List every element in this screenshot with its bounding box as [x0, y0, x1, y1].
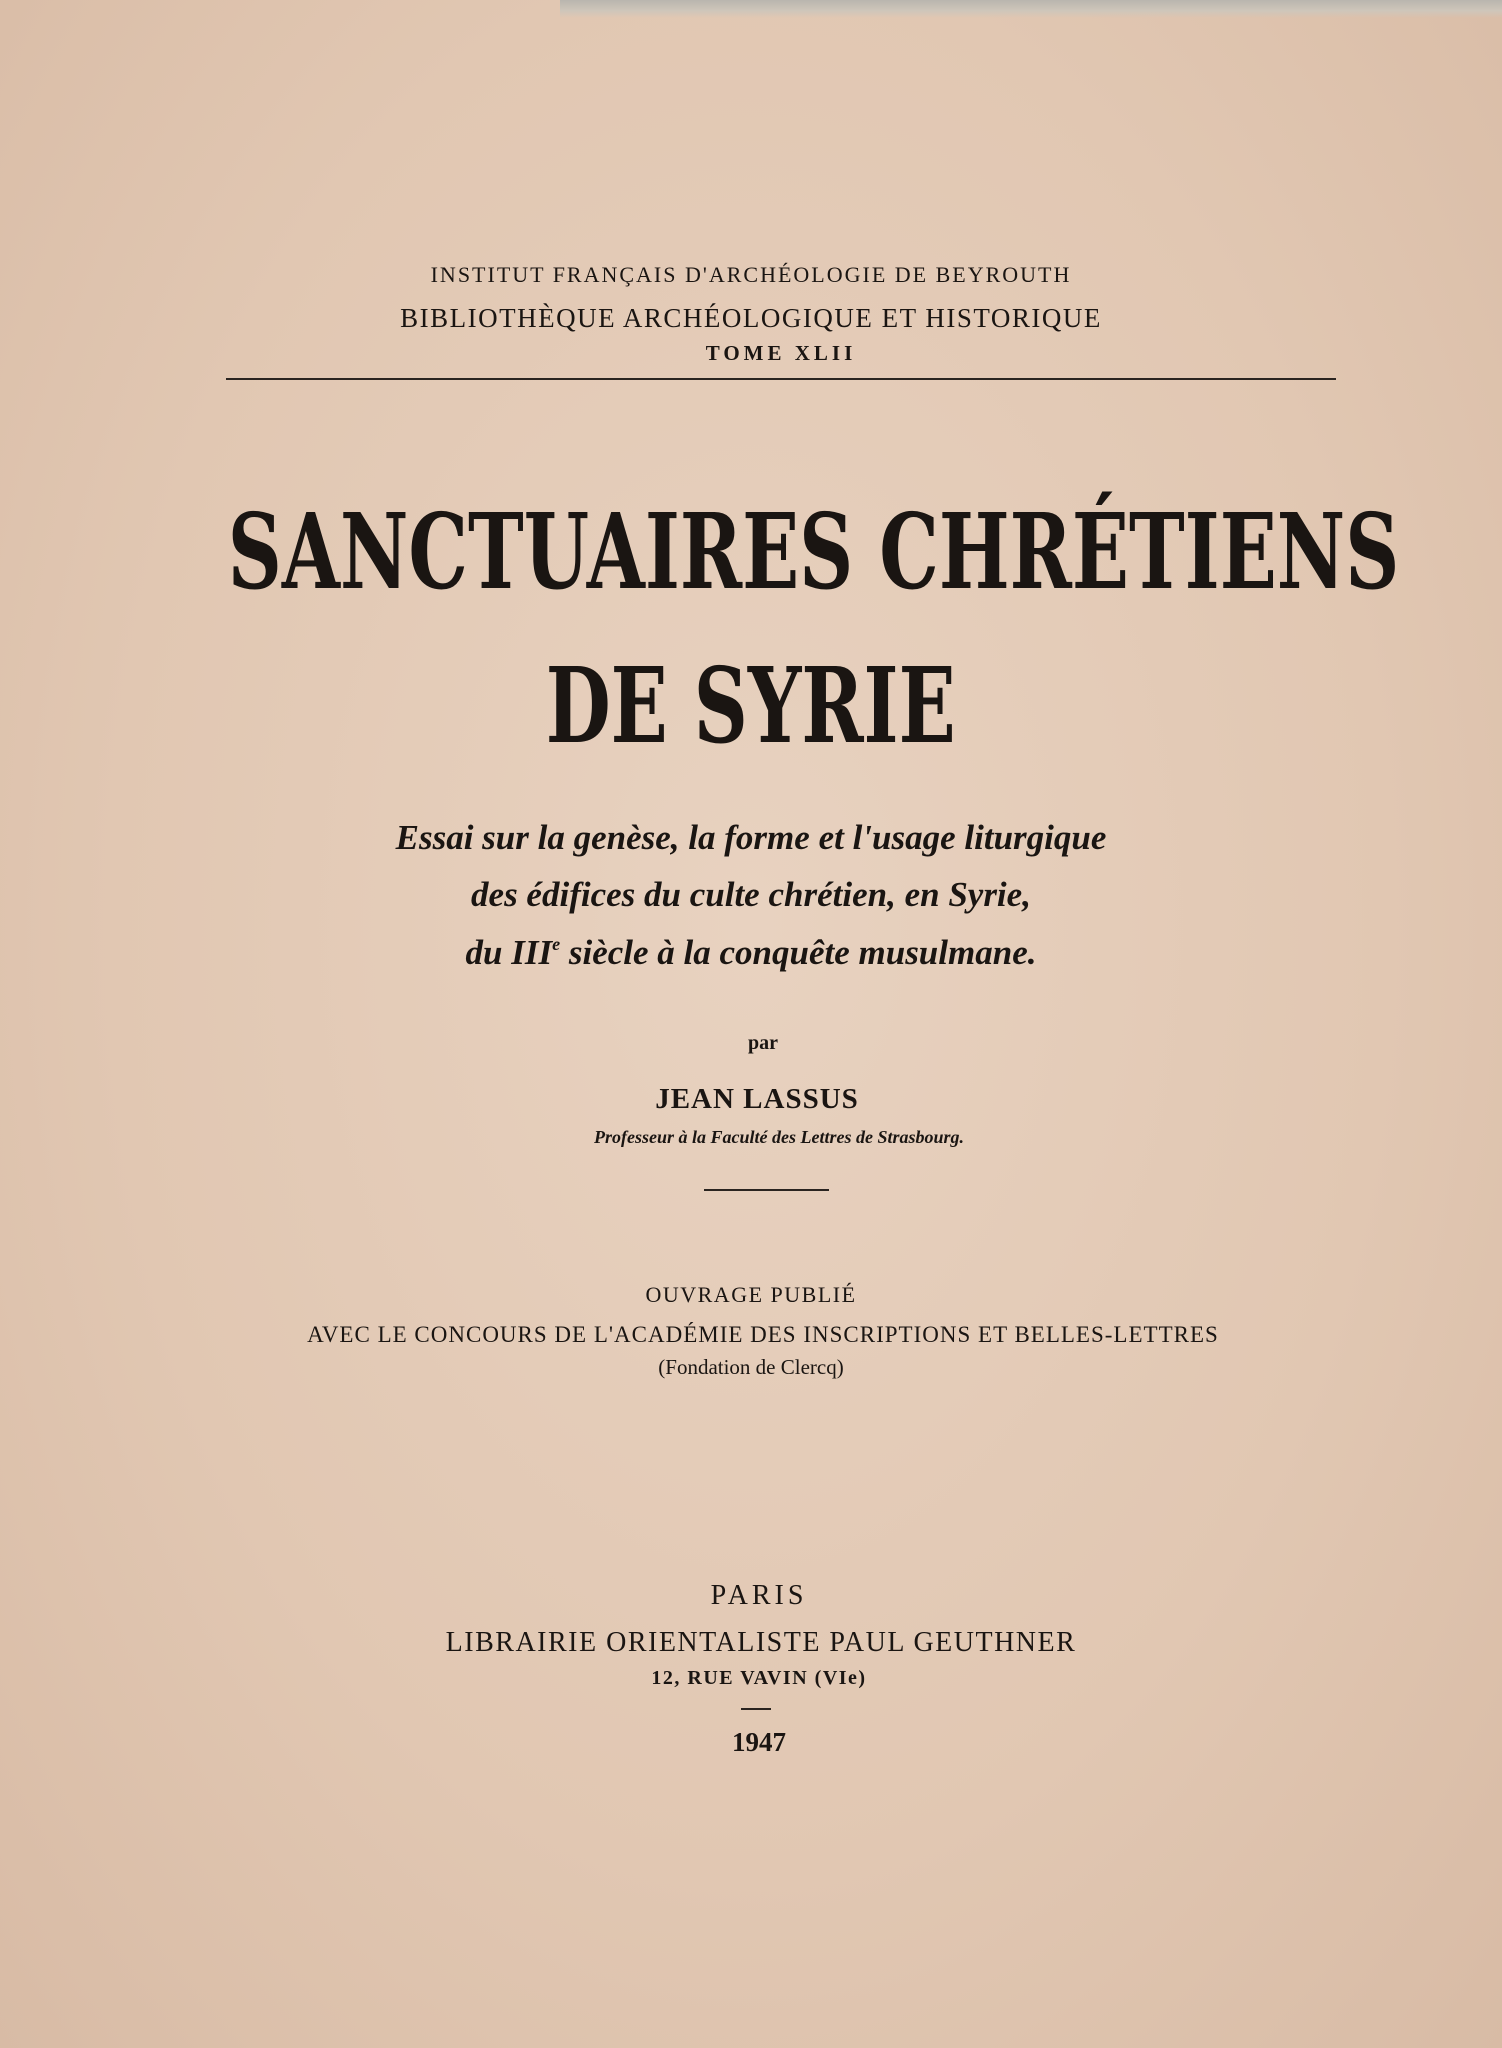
book-title-line-2: DE SYRIE: [546, 644, 956, 767]
imprint-publisher: LIBRAIRIE ORIENTALISTE PAUL GEUTHNER: [445, 1627, 1077, 1658]
tome-number: TOME XLII: [705, 341, 857, 365]
imprint-rule: [741, 1708, 771, 1710]
institute-name: INSTITUT FRANÇAIS D'ARCHÉOLOGIE DE BEYROUTH: [430, 262, 1072, 287]
imprint-address: 12, RUE VAVIN (VIe): [651, 1667, 867, 1689]
author-role: Professeur à la Faculté des Lettres de Strasbourg.: [593, 1127, 964, 1147]
imprint-city: PARIS: [710, 1580, 808, 1611]
subtitle-line-2: des édifices du culte chrétien, en Syrie,: [471, 875, 1031, 914]
subtitle-line-3-prefix: du III: [465, 933, 553, 972]
title-line-1-wrap: [0, 490, 1502, 613]
header-rule: [226, 378, 1336, 380]
author-name: JEAN LASSUS: [655, 1083, 859, 1115]
by-label: par: [748, 1032, 778, 1054]
subtitle-superscript: e: [552, 934, 561, 954]
subtitle-line-3: [0, 935, 1502, 970]
publication-note-2: AVEC LE CONCOURS DE L'ACADÉMIE DES INSCRIPTIONS ET BELLES-LETTRES: [307, 1322, 1219, 1347]
publication-note-1: OUVRAGE PUBLIÉ: [645, 1282, 857, 1307]
book-title-line-1: SANCTUAIRES CHRÉTIENS: [227, 490, 1400, 613]
page-top-edge: [560, 0, 1502, 18]
subtitle-line-1: Essai sur la genèse, la forme et l'usage liturgique: [395, 818, 1107, 857]
imprint-year: 1947: [732, 1727, 786, 1757]
subtitle-line-3-suffix: siècle à la conquête musulmane.: [560, 933, 1037, 972]
author-rule: [704, 1189, 829, 1191]
series-name: BIBLIOTHÈQUE ARCHÉOLOGIQUE ET HISTORIQUE: [400, 303, 1102, 333]
title-line-2-wrap: [0, 644, 1502, 767]
publication-note-3: (Fondation de Clercq): [658, 1355, 844, 1379]
